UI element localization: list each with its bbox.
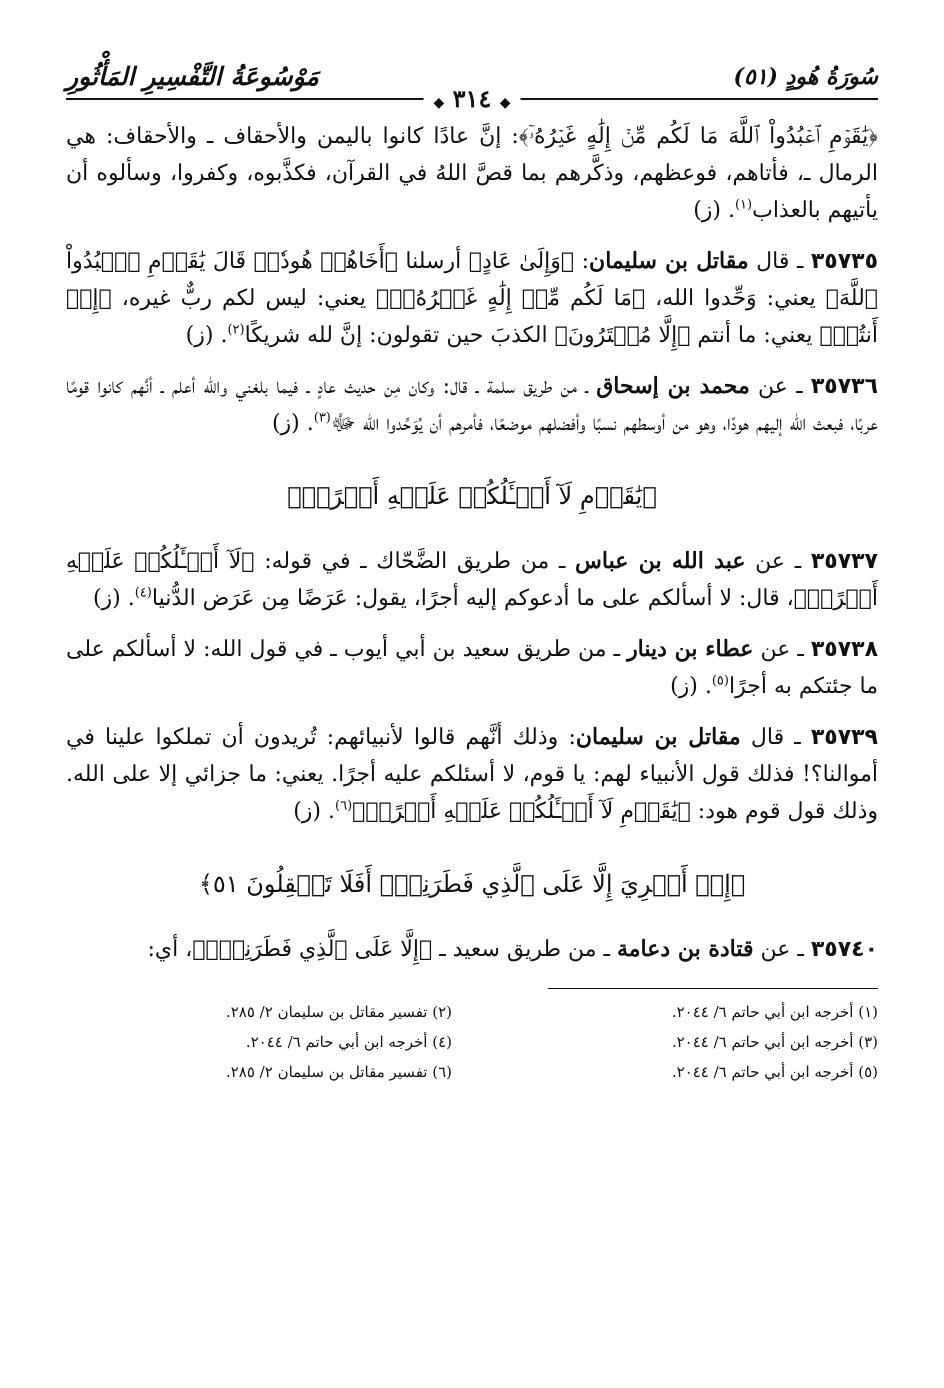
narration-prefix: ـ عن: [753, 637, 811, 662]
surah-title: سُورَةُ هُودٍ (٥١): [733, 64, 878, 90]
source-mark: . (ز): [271, 411, 314, 436]
paragraph-text: ﴿يَٰقَوۡمِ ٱعۡبُدُواْ ٱللَّهَ مَا لَكُم مِّنۡ إِلَٰهٍ غَيۡرُهُۥٓ﴾: إنَّ عادًا كانوا باليمن والأحقاف ـ والأحقاف: هي الرمال ـ، فأتاهم، فوعظهم، وذكَّرهم بما قصَّ اللهُ في القرآن، فكذَّبوه، وكفروا، وسألوه أن يأتيهم بالعذاب: [66, 124, 878, 223]
ornament-right-icon: ◆: [499, 95, 511, 111]
source-mark: . (ز): [92, 586, 135, 611]
narration-text: ـ من طريق سلمة ـ قال: وكان مِن حديث عادٍ ـ فيما بلغني والله أعلم ـ أنَّهم كانوا قومًا عربًا، فبعث الله إليهم هودًا، وهو من أوسطهم نسبًا وأفضلهم موضعًا، فأمرهم أن يُوَحِّدوا الله ﷻ: [66, 374, 878, 436]
source-mark: . (ز): [670, 674, 712, 699]
footnote: (٦) تفسير مقاتل بن سليمان ٢/ ٢٨٥.: [225, 1063, 452, 1081]
footnote-rule: [548, 988, 878, 989]
footnote-marker: (٦): [335, 798, 353, 814]
page-body: [66, 118, 878, 1087]
source-mark: . (ز): [293, 799, 335, 824]
footnote-marker: (١): [734, 197, 753, 213]
narration-prefix: ـ قال: [748, 249, 811, 274]
narration: [66, 543, 878, 617]
footnote-marker: (٣): [313, 410, 331, 426]
source-mark: . (ز): [693, 198, 735, 223]
footnotes: [66, 997, 878, 1087]
narration-number: ٣٥٧٣٩: [810, 725, 878, 750]
footnote-marker: (٢): [227, 322, 245, 338]
footnote: (٣) أخرجه ابن أبي حاتم ٦/ ٢٠٤٤.: [671, 1033, 878, 1051]
book-title: مَوْسُوعَةُ التَّفْسِيرِ المَأْثُورِ: [66, 62, 319, 91]
narration-prefix: ـ قال: [740, 725, 811, 750]
narration-number: ٣٥٧٣٥: [810, 249, 878, 274]
scholar-name: قتادة بن دعامة: [616, 936, 754, 962]
narration-text: : ﴿وَإِلَىٰ عَادٍ﴾ أرسلنا ﴿أَخَاهُمۡ هُودٗاۚ قَالَ يَٰقَوۡمِ ٱعۡبُدُواْ ٱللَّهَ﴾ يعني: وَحِّدوا الله، ﴿مَا لَكُم مِّنۡ إِلَٰهٍ غَيۡرُهُۥٓ﴾ يعني: ليس لكم ربٌّ غيره، ﴿إِنۡ أَنتُمۡ﴾ يعني: ما أنتم ﴿إِلَّا مُفۡتَرُونَ﴾ الكذبَ حين تقولون: إنَّ لله شريكًا: [66, 249, 878, 348]
scholar-name: محمد بن إسحاق: [596, 373, 750, 399]
narration: [66, 243, 878, 354]
narration-prefix: ـ عن: [753, 937, 811, 962]
verse-heading: ﴿يَٰقَوۡمِ لَآ أَسۡـَٔلُكُمۡ عَلَيۡهِ أَجۡرًاۖ﴾: [287, 482, 657, 510]
scholar-name: مقاتل بن سليمان: [575, 724, 741, 750]
footnote: (٤) أخرجه ابن أبي حاتم ٦/ ٢٠٤٤.: [245, 1033, 452, 1051]
narration-text: ـ من طريق الضَّحّاك ـ في قوله: ﴿لَآ أَسۡـَٔلُكُمۡ عَلَيۡهِ أَجۡرًاۖ﴾، قال: لا أسألكم على ما أدعوكم إليه أجرًا، يقول: عَرَضًا مِن عَرَض الدُّنيا: [66, 549, 878, 611]
narration: [66, 631, 878, 705]
page-header: [66, 58, 878, 113]
narration-number: ٣٥٧٤٠: [810, 937, 878, 962]
footnote-marker: (٥): [711, 673, 729, 689]
source-mark: . (ز): [185, 323, 228, 348]
verse-heading: ﴿إِنۡ أَجۡرِيَ إِلَّا عَلَى ٱلَّذِي فَطَرَنِيٓۚ أَفَلَا تَعۡقِلُونَ ٥١﴾: [198, 870, 746, 898]
narration-number: ٣٥٧٣٧: [810, 549, 878, 574]
narration-prefix: ـ عن: [749, 374, 811, 399]
footnote: (٢) تفسير مقاتل بن سليمان ٢/ ٢٨٥.: [225, 1003, 452, 1021]
narration-number: ٣٥٧٣٦: [810, 374, 878, 399]
narration: [66, 368, 878, 442]
page-number: ٣١٤: [452, 84, 492, 113]
narration-number: ٣٥٧٣٨: [810, 637, 878, 662]
narration: [66, 931, 878, 968]
ornament-left-icon: ◆: [433, 95, 445, 111]
narration: [66, 719, 878, 830]
narration-prefix: ـ عن: [745, 549, 811, 574]
scholar-name: مقاتل بن سليمان: [589, 248, 749, 274]
footnote-marker: (٤): [134, 585, 152, 601]
narration-text: ـ من طريق سعيد بن أبي أيوب ـ في قول الله: لا أسألكم على ما جئتكم به أجرًا: [66, 637, 878, 699]
continued-paragraph: [66, 118, 878, 229]
scholar-name: عطاء بن دينار: [627, 636, 754, 662]
scholar-name: عبد الله بن عباس: [575, 548, 746, 574]
narration-text: : وذلك أنَّهم قالوا لأنبيائهم: تُريدون أن تملكوا علينا في أموالنا؟! فذلك قول الأنبياء لهم: يا قوم، لا أسئلكم عليه أجرًا. يعني: ما جزائي إلا على الله. وذلك قول قوم هود: ﴿يَٰقَوۡمِ لَآ أَسۡـَٔلُكُمۡ عَلَيۡهِ أَجۡرًاۖ﴾: [66, 725, 878, 824]
narration-text: ـ من طريق سعيد ـ ﴿إِلَّا عَلَى ٱلَّذِي فَطَرَنِيٓۚ﴾، أي:: [147, 937, 617, 962]
footnote: (٥) أخرجه ابن أبي حاتم ٦/ ٢٠٤٤.: [671, 1063, 878, 1081]
footnote: (١) أخرجه ابن أبي حاتم ٦/ ٢٠٤٤.: [671, 1003, 878, 1021]
page-number-box: [424, 84, 521, 113]
